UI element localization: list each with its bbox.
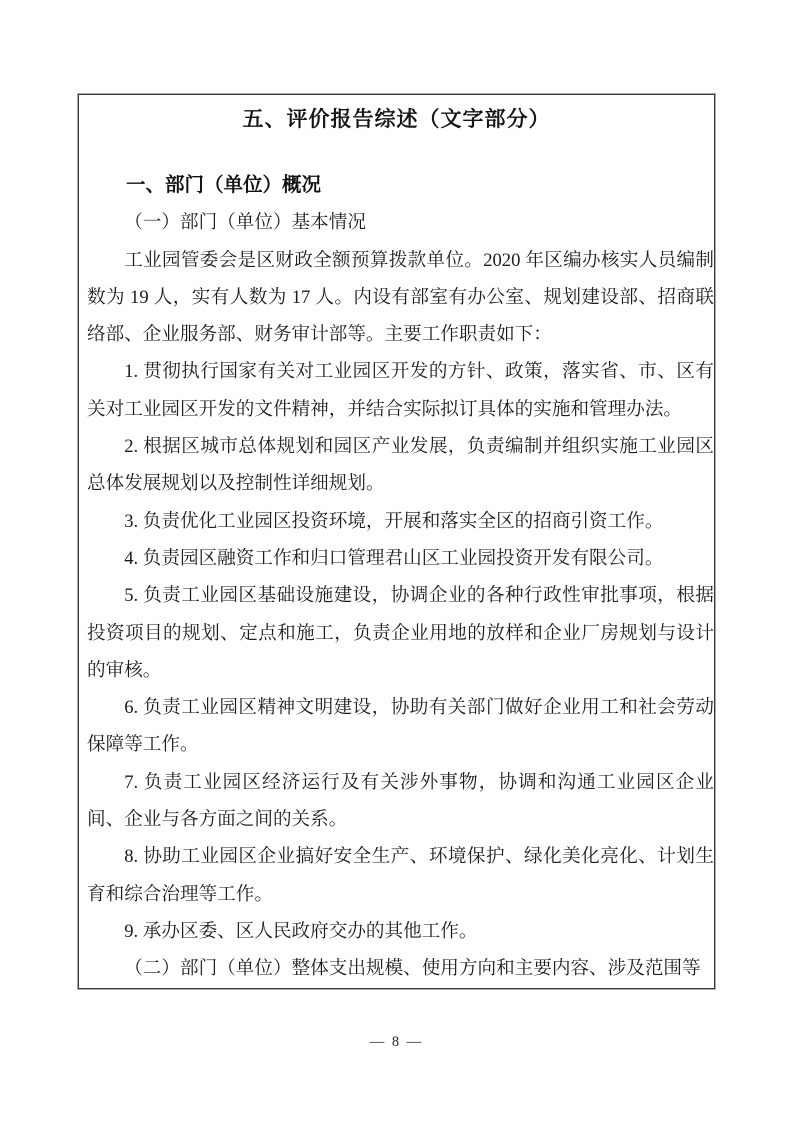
paragraph: 2. 根据区城市总体规划和园区产业发展，负责编制并组织实施工业园区总体发展规划以及控制性详细规划。	[87, 436, 714, 495]
paragraph: 工业园管委会是区财政全额预算拨款单位。2020 年区编办核实人员编制数为 19 人，实有人数为 17 人。内设有部室有办公室、规划建设部、招商联络部、企业服务部、财务审计部等。主要工作职责如下：	[87, 249, 714, 346]
paragraph: 3. 负责优化工业园区投资环境，开展和落实全区的招商引资工作。	[124, 510, 664, 532]
paragraph: 7. 负责工业园区经济运行及有关涉外事物，协调和沟通工业园区企业间、企业与各方面之间的关系。	[87, 771, 714, 831]
section-heading: 一、部门（单位）概况	[126, 174, 322, 196]
subsection-heading-1: （一）部门（单位）基本情况	[124, 212, 366, 234]
paragraph: 8. 协助工业园区企业搞好安全生产、环境保护、绿化美化亮化、计划生育和综合治理等工作。	[87, 846, 714, 905]
document-body	[87, 167, 714, 988]
page-number: — 8 —	[369, 1034, 424, 1050]
paragraph: 5. 负责工业园区基础设施建设，协调企业的各种行政性审批事项，根据投资项目的规划、定点和施工，负责企业用地的放样和企业厂房规划与设计的审核。	[87, 585, 714, 681]
paragraph: 9. 承办区委、区人民政府交办的其他工作。	[124, 920, 478, 942]
paragraph: 1. 贯彻执行国家有关对工业园区开发的方针、政策，落实省、市、区有关对工业园区开发的文件精神，并结合实际拟订具体的实施和管理办法。	[87, 361, 714, 420]
paragraph: 4. 负责园区融资工作和归口管理君山区工业园投资开发有限公司。	[124, 547, 664, 569]
document-title: 五、评价报告综述（文字部分）	[242, 108, 551, 131]
document-frame	[78, 94, 715, 989]
paragraph: 6. 负责工业园区精神文明建设，协助有关部门做好企业用工和社会劳动保障等工作。	[87, 697, 714, 756]
subsection-heading-2: （二）部门（单位）整体支出规模、使用方向和主要内容、涉及范围等	[124, 958, 701, 980]
